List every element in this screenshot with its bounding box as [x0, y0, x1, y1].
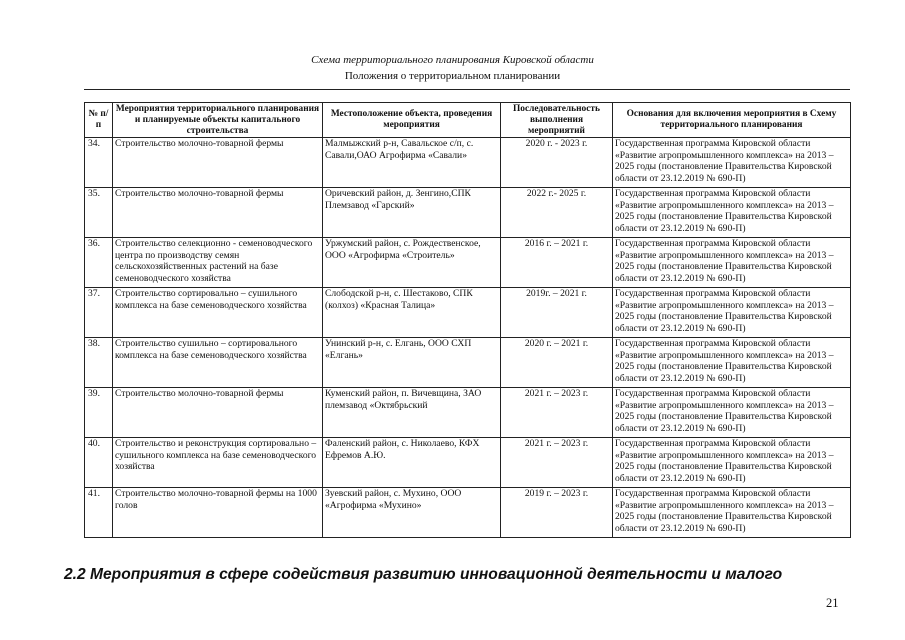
row-number: 41.: [85, 488, 113, 538]
table-row: [85, 488, 851, 538]
document-subtitle: Положения о территориальном планировании: [344, 70, 561, 82]
column-header-basis: Основания для включения мероприятия в Схему территориального планирования: [613, 103, 851, 138]
page-number: 21: [826, 596, 839, 610]
row-basis: Государственная программа Кировской области «Развитие агропромышленного комплекса» на 2013 – 2025 годы (постановление Правительства Кировской области от 23.12.2019 № 690-П): [613, 188, 851, 238]
row-basis: Государственная программа Кировской области «Развитие агропромышленного комплекса» на 2013 – 2025 годы (постановление Правительства Кировской области от 23.12.2019 № 690-П): [613, 488, 851, 538]
row-sequence: 2021 г. – 2023 г.: [501, 388, 613, 438]
row-event: Строительство молочно-товарной фермы: [113, 138, 323, 188]
document-title: Схема территориального планирования Кировской области: [311, 54, 594, 66]
header-rule: [84, 89, 850, 90]
row-event: Строительство молочно-товарной фермы на 1000 голов: [113, 488, 323, 538]
table-row: [85, 188, 851, 238]
column-header-sequence: Последовательность выполнения мероприятий: [501, 103, 613, 138]
row-sequence: 2019 г. – 2023 г.: [501, 488, 613, 538]
measures-table-container: [84, 102, 850, 538]
row-location: Унинский р-н, с. Елгань, ООО СХП «Елгань»: [323, 338, 501, 388]
row-sequence: 2019г. – 2021 г.: [501, 288, 613, 338]
column-header-location: Местоположение объекта, проведения мероприятия: [323, 103, 501, 138]
row-number: 36.: [85, 238, 113, 288]
row-event: Строительство и реконструкция сортировально – сушильного комплекса на базе семеноводческого хозяйства: [113, 438, 323, 488]
row-event: Строительство сушильно – сортировального комплекса на базе семеноводческого хозяйства: [113, 338, 323, 388]
row-basis: Государственная программа Кировской области «Развитие агропромышленного комплекса» на 2013 – 2025 годы (постановление Правительства Кировской области от 23.12.2019 № 690-П): [613, 288, 851, 338]
section-heading: 2.2 Мероприятия в сфере содействия развитию инновационной деятельности и малого: [64, 566, 783, 583]
row-location: Малмыжский р-н, Савальское с/п, с. Савали,ОАО Агрофирма «Савали»: [323, 138, 501, 188]
row-number: 34.: [85, 138, 113, 188]
row-sequence: 2022 г.- 2025 г.: [501, 188, 613, 238]
table-row: [85, 238, 851, 288]
row-number: 40.: [85, 438, 113, 488]
row-location: Зуевский район, с. Мухино, ООО «Агрофирма «Мухино»: [323, 488, 501, 538]
row-sequence: 2016 г. – 2021 г.: [501, 238, 613, 288]
row-sequence: 2020 г. - 2023 г.: [501, 138, 613, 188]
row-sequence: 2021 г. – 2023 г.: [501, 438, 613, 488]
row-location: Оричевский район, д. Зенгино,СПК Племзавод «Гарский»: [323, 188, 501, 238]
row-basis: Государственная программа Кировской области «Развитие агропромышленного комплекса» на 2013 – 2025 годы (постановление Правительства Кировской области от 23.12.2019 № 690-П): [613, 338, 851, 388]
row-number: 37.: [85, 288, 113, 338]
table-row: [85, 338, 851, 388]
table-header-row: [85, 103, 851, 138]
row-location: Уржумский район, с. Рождественское, ООО «Агрофирма «Строитель»: [323, 238, 501, 288]
table-row: [85, 438, 851, 488]
row-basis: Государственная программа Кировской области «Развитие агропромышленного комплекса» на 2013 – 2025 годы (постановление Правительства Кировской области от 23.12.2019 № 690-П): [613, 138, 851, 188]
row-location: Куменский район, п. Вичевщина, ЗАО племзавод «Октябрьский: [323, 388, 501, 438]
row-event: Строительство селекционно - семеноводческого центра по производству семян сельскохозяйственных растений на базе семеноводческого хозяйства: [113, 238, 323, 288]
table-row: [85, 288, 851, 338]
row-basis: Государственная программа Кировской области «Развитие агропромышленного комплекса» на 2013 – 2025 годы (постановление Правительства Кировской области от 23.12.2019 № 690-П): [613, 238, 851, 288]
row-basis: Государственная программа Кировской области «Развитие агропромышленного комплекса» на 2013 – 2025 годы (постановление Правительства Кировской области от 23.12.2019 № 690-П): [613, 388, 851, 438]
table-row: [85, 388, 851, 438]
column-header-event: Мероприятия территориального планирования и планируемые объекты капитального строительства: [113, 103, 323, 138]
row-number: 38.: [85, 338, 113, 388]
row-basis: Государственная программа Кировской области «Развитие агропромышленного комплекса» на 2013 – 2025 годы (постановление Правительства Кировской области от 23.12.2019 № 690-П): [613, 438, 851, 488]
row-number: 39.: [85, 388, 113, 438]
measures-table: [84, 102, 851, 538]
row-number: 35.: [85, 188, 113, 238]
row-event: Строительство молочно-товарной фермы: [113, 188, 323, 238]
row-sequence: 2020 г. – 2021 г.: [501, 338, 613, 388]
table-row: [85, 138, 851, 188]
row-location: Фаленский район, с. Николаево, КФХ Ефремов А.Ю.: [323, 438, 501, 488]
row-location: Слободской р-н, с. Шестаково, СПК (колхоз) «Красная Талица»: [323, 288, 501, 338]
column-header-number: № п/п: [85, 103, 113, 138]
row-event: Строительство сортировально – сушильного комплекса на базе семеноводческого хозяйства: [113, 288, 323, 338]
row-event: Строительство молочно-товарной фермы: [113, 388, 323, 438]
